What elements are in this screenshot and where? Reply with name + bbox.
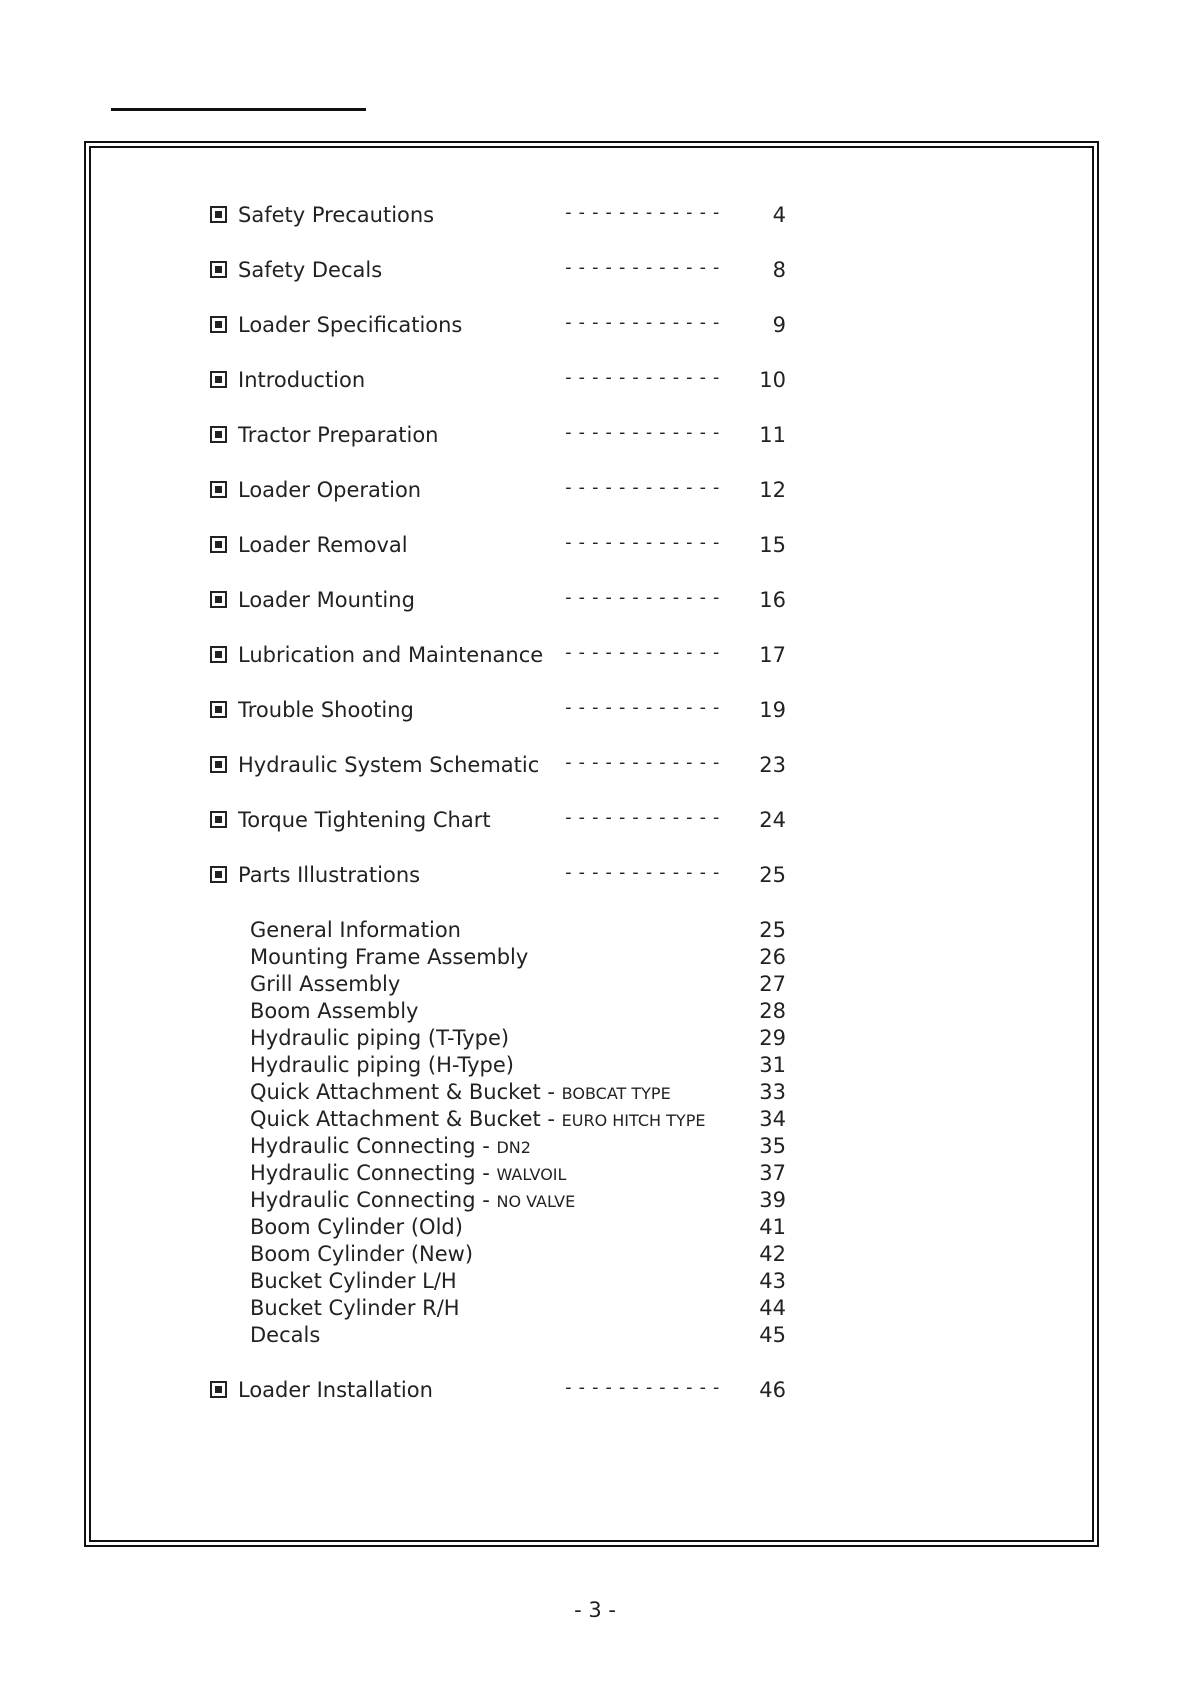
toc-subentry[interactable]: [0, 1078, 1190, 1106]
toc-entry-parts-illustrations[interactable]: [0, 861, 1190, 889]
square-bullet-icon: [210, 206, 227, 223]
dot-leader: ------------: [563, 257, 725, 278]
toc-entry-page: 24: [759, 808, 786, 832]
dot-leader: ------------: [563, 367, 725, 388]
square-bullet-icon: [210, 591, 227, 608]
toc-subentry-title: [250, 1186, 575, 1216]
dot-leader: ------------: [563, 1377, 725, 1398]
toc-subentry-title-text: Bucket Cylinder L/H: [250, 1269, 457, 1293]
toc-subentry-suffix: NO VALVE: [496, 1192, 576, 1211]
toc-entry-title: Parts Illustrations: [238, 863, 421, 887]
toc-subentry[interactable]: [0, 943, 1190, 971]
toc-subentry-title: [250, 1024, 509, 1054]
toc-subentry-page: 35: [759, 1134, 786, 1158]
toc-subentry-page: 33: [759, 1080, 786, 1104]
toc-subentry[interactable]: [0, 1132, 1190, 1160]
toc-subentry-title: [250, 1213, 463, 1243]
toc-subentry-page: 31: [759, 1053, 786, 1077]
toc-subentry-page: 27: [759, 972, 786, 996]
square-bullet-icon: [210, 261, 227, 278]
toc-subentry-page: 44: [759, 1296, 786, 1320]
toc-entry-page: 46: [759, 1378, 786, 1402]
toc-subentry-suffix: EURO HITCH TYPE: [561, 1111, 706, 1130]
dot-leader: ------------: [563, 752, 725, 773]
dot-leader: ------------: [563, 312, 725, 333]
toc-subentry-title: [250, 943, 528, 973]
toc-subentry-title-text: Boom Cylinder (Old): [250, 1215, 463, 1239]
toc-entry-safety-precautions[interactable]: [0, 201, 1190, 229]
toc-subentry-title: [250, 1078, 671, 1108]
dot-leader: ------------: [563, 697, 725, 718]
dot-leader: ------------: [563, 422, 725, 443]
toc-subentry-page: 25: [759, 918, 786, 942]
toc-subentry-title-text: Hydraulic Connecting -: [250, 1188, 497, 1212]
toc-entry-loader-mounting[interactable]: [0, 586, 1190, 614]
toc-subentry-title: [250, 1159, 566, 1189]
toc-subentry-page: 41: [759, 1215, 786, 1239]
toc-entry-title: Safety Decals: [238, 258, 383, 282]
toc-entry-title: Loader Specifications: [238, 313, 463, 337]
toc-subentry[interactable]: [0, 1051, 1190, 1079]
toc-entry-title: Loader Operation: [238, 478, 422, 502]
toc-subentry-title: [250, 970, 400, 1000]
toc-subentry-title-text: Hydraulic piping (H-Type): [250, 1053, 514, 1077]
toc-entry-loader-installation[interactable]: [0, 1376, 1190, 1404]
dot-leader: ------------: [563, 862, 725, 883]
toc-subentry-title: [250, 1294, 460, 1324]
toc-subentry-title: [250, 1051, 514, 1081]
dot-leader: ------------: [563, 202, 725, 223]
square-bullet-icon: [210, 866, 227, 883]
toc-subentry-page: 39: [759, 1188, 786, 1212]
toc-entry-tractor-preparation[interactable]: [0, 421, 1190, 449]
square-bullet-icon: [210, 756, 227, 773]
square-bullet-icon: [210, 371, 227, 388]
toc-subentry-title-text: Quick Attachment & Bucket -: [250, 1107, 562, 1131]
toc-subentry[interactable]: [0, 1267, 1190, 1295]
toc-entry-hydraulic-schematic[interactable]: [0, 751, 1190, 779]
toc-entry-lubrication-maintenance[interactable]: [0, 641, 1190, 669]
toc-entry-loader-operation[interactable]: [0, 476, 1190, 504]
toc-subentry-title-text: Bucket Cylinder R/H: [250, 1296, 460, 1320]
toc-subentry-title-text: Hydraulic Connecting -: [250, 1161, 497, 1185]
toc-entry-title: Trouble Shooting: [238, 698, 414, 722]
square-bullet-icon: [210, 426, 227, 443]
toc-entry-page: 8: [772, 258, 786, 282]
toc-entry-page: 25: [759, 863, 786, 887]
toc-subentry[interactable]: [0, 1159, 1190, 1187]
toc-subentry[interactable]: [0, 1240, 1190, 1268]
toc-subentry-title-text: Decals: [250, 1323, 321, 1347]
toc-subentry-page: 43: [759, 1269, 786, 1293]
toc-subentry[interactable]: [0, 1294, 1190, 1322]
square-bullet-icon: [210, 811, 227, 828]
toc-entry-page: 17: [759, 643, 786, 667]
toc-subentry-page: 29: [759, 1026, 786, 1050]
toc-entry-page: 16: [759, 588, 786, 612]
toc-subentry-title-text: Boom Assembly: [250, 999, 419, 1023]
toc-entry-safety-decals[interactable]: [0, 256, 1190, 284]
toc-subentry[interactable]: [0, 916, 1190, 944]
toc-entry-page: 23: [759, 753, 786, 777]
toc-subentry[interactable]: [0, 970, 1190, 998]
toc-entry-page: 4: [772, 203, 786, 227]
toc-entry-loader-specifications[interactable]: [0, 311, 1190, 339]
toc-subentry-title: [250, 1321, 320, 1351]
toc-entry-introduction[interactable]: [0, 366, 1190, 394]
toc-subentry-page: 37: [759, 1161, 786, 1185]
toc-entry-title: Lubrication and Maintenance: [238, 643, 544, 667]
toc-subentry-suffix: BOBCAT TYPE: [561, 1084, 671, 1103]
toc-subentry-title-text: Hydraulic piping (T-Type): [250, 1026, 510, 1050]
toc-entry-page: 11: [759, 423, 786, 447]
dot-leader: ------------: [563, 477, 725, 498]
toc-subentry-title: [250, 997, 418, 1027]
toc-entry-page: 9: [772, 313, 786, 337]
toc-entry-title: Introduction: [238, 368, 366, 392]
toc-subentry-page: 28: [759, 999, 786, 1023]
toc-entry-title: Hydraulic System Schematic: [238, 753, 540, 777]
toc-subentry[interactable]: [0, 997, 1190, 1025]
toc-subentry-title: [250, 1267, 457, 1297]
toc-subentry-title-text: General Information: [250, 918, 461, 942]
toc-subentry-title-text: Mounting Frame Assembly: [250, 945, 529, 969]
toc-subentry-page: 34: [759, 1107, 786, 1131]
dot-leader: ------------: [563, 807, 725, 828]
toc-entry-page: 10: [759, 368, 786, 392]
square-bullet-icon: [210, 1381, 227, 1398]
toc-subentry-title: [250, 916, 461, 946]
toc-entry-title: Torque Tightening Chart: [238, 808, 491, 832]
toc-entry-title: Loader Removal: [238, 533, 408, 557]
square-bullet-icon: [210, 316, 227, 333]
toc-subentry[interactable]: [0, 1321, 1190, 1349]
square-bullet-icon: [210, 481, 227, 498]
toc-subentry-page: 26: [759, 945, 786, 969]
toc-entry-title: Loader Installation: [238, 1378, 433, 1402]
toc-subentry-page: 42: [759, 1242, 786, 1266]
toc-subentry-title-text: Grill Assembly: [250, 972, 401, 996]
toc-subentry-title: [250, 1105, 705, 1135]
toc-entry-title: Safety Precautions: [238, 203, 435, 227]
toc-subentry[interactable]: [0, 1105, 1190, 1133]
toc-subentry-page: 45: [759, 1323, 786, 1347]
page-number-footer: - 3 -: [574, 1598, 616, 1622]
toc-entry-title: Tractor Preparation: [238, 423, 439, 447]
toc-entry-page: 19: [759, 698, 786, 722]
toc-subentry[interactable]: [0, 1024, 1190, 1052]
toc-subentry-suffix: WALVOIL: [496, 1165, 567, 1184]
dot-leader: ------------: [563, 532, 725, 553]
toc-subentry-title: [250, 1240, 473, 1270]
square-bullet-icon: [210, 646, 227, 663]
toc-entry-loader-removal[interactable]: [0, 531, 1190, 559]
square-bullet-icon: [210, 536, 227, 553]
toc-subentry-title-text: Boom Cylinder (New): [250, 1242, 474, 1266]
toc-subentry-title-text: Quick Attachment & Bucket -: [250, 1080, 562, 1104]
toc-entry-page: 12: [759, 478, 786, 502]
toc-entry-trouble-shooting[interactable]: [0, 696, 1190, 724]
toc-subentry[interactable]: [0, 1186, 1190, 1214]
dot-leader: ------------: [563, 642, 725, 663]
toc-entry-torque-chart[interactable]: [0, 806, 1190, 834]
toc-subentry-title-text: Hydraulic Connecting -: [250, 1134, 497, 1158]
dot-leader: ------------: [563, 587, 725, 608]
toc-subentry-title: [250, 1132, 531, 1162]
toc-subentry-suffix: DN2: [496, 1138, 531, 1157]
toc-subentry[interactable]: [0, 1213, 1190, 1241]
square-bullet-icon: [210, 701, 227, 718]
toc-entry-page: 15: [759, 533, 786, 557]
toc-entry-title: Loader Mounting: [238, 588, 415, 612]
